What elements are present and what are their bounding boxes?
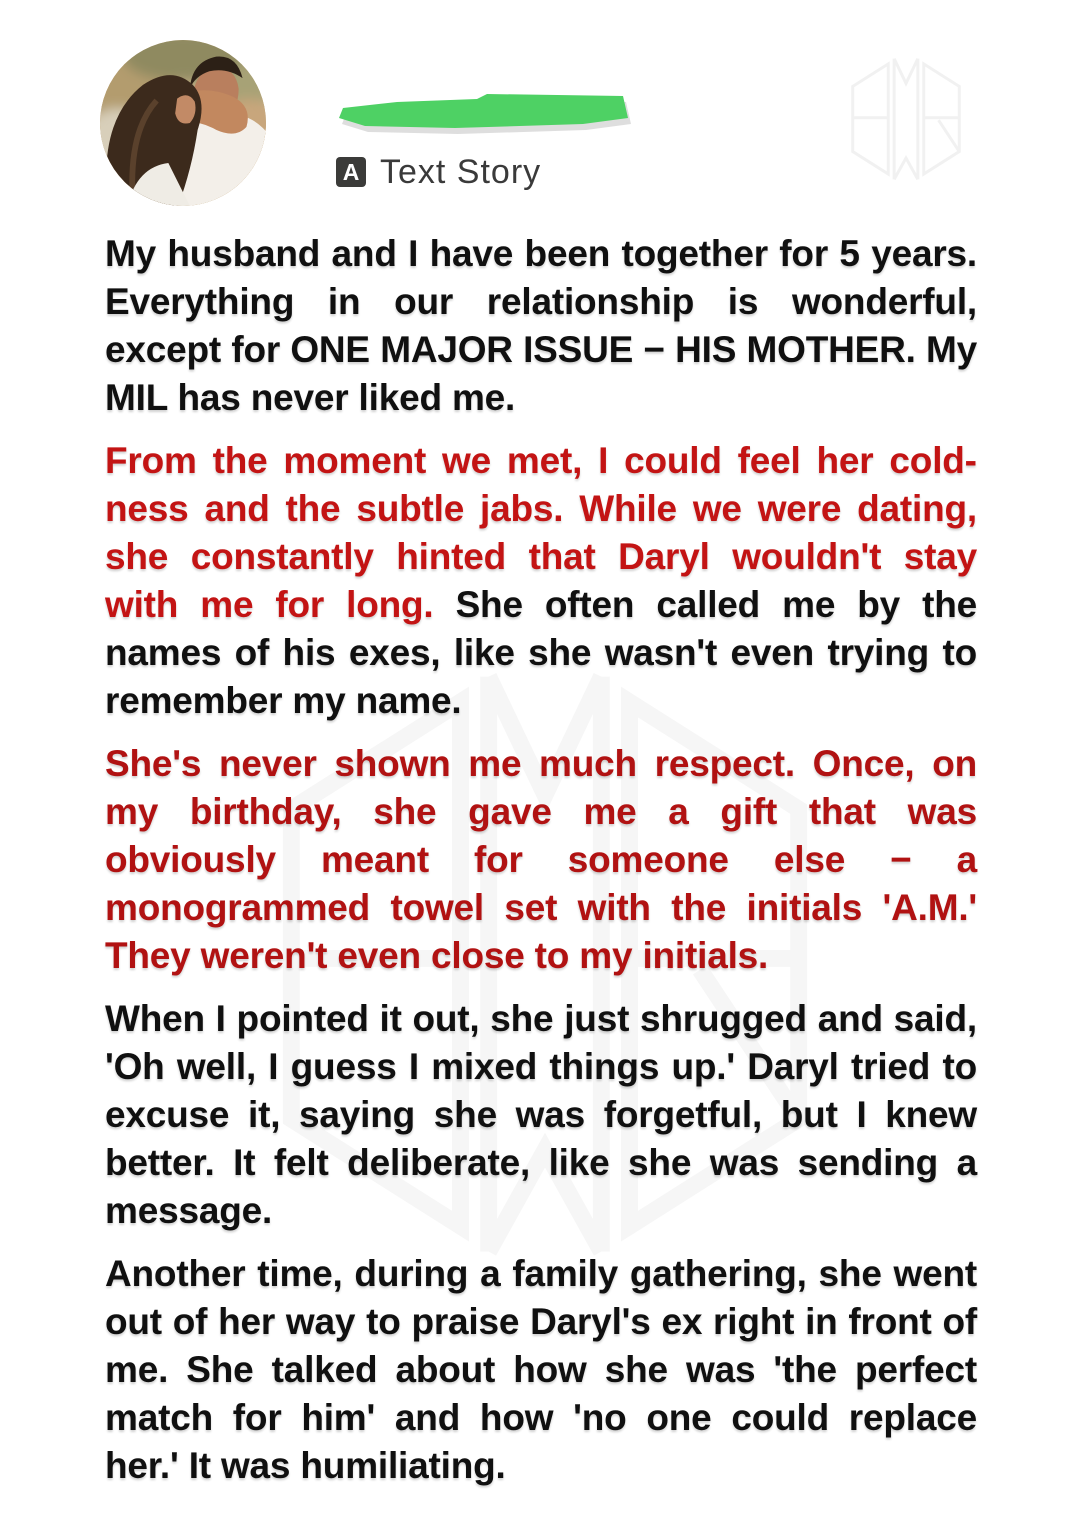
story-segment: She's never shown me much respect. Once, on my birthday, she gave me a gift that was obviously meant for someone else − a monogrammed towel set with the initials 'A.M.' They weren't even close to my initials. [105, 743, 977, 976]
post-header [0, 0, 1080, 225]
story-paragraph [105, 230, 977, 422]
story-segment: My husband and I have been together for 5 years. Everything in our relationship is wonderful, except for ONE MAJOR ISSUE − HIS MOTHER. My MIL has never liked me. [105, 233, 977, 418]
story-paragraph [105, 437, 977, 725]
story-paragraph [105, 995, 977, 1235]
post-type-label: Text Story [380, 152, 542, 191]
story-text [105, 230, 977, 1505]
couple-photo [100, 40, 266, 206]
story-segment: She often called me by the names of his exes, like she wasn't even trying to remember my name. [105, 584, 977, 721]
text-post-icon: A [336, 157, 366, 187]
post-type [336, 152, 542, 191]
story-segment: From the moment we met, I could feel her coldness and the subtle jabs. While we were dating, she constantly hinted that Daryl wouldn't stay with me for long. [105, 440, 977, 625]
story-paragraph [105, 1250, 977, 1490]
redacted-name-scribble [335, 88, 633, 134]
story-segment: When I pointed it out, she just shrugged and said, 'Oh well, I guess I mixed things up.' Daryl tried to excuse it, saying she was forgetful, but I knew better. It felt deliberate, like she was sending a message. [105, 998, 977, 1231]
story-segment: Another time, during a family gathering, she went out of her way to praise Daryl's ex right in front of me. She talked about how she was 'the perfect match for him' and how 'no one could replace her.' It was humiliating. [105, 1253, 977, 1486]
avatar [100, 40, 266, 206]
story-paragraph [105, 740, 977, 980]
